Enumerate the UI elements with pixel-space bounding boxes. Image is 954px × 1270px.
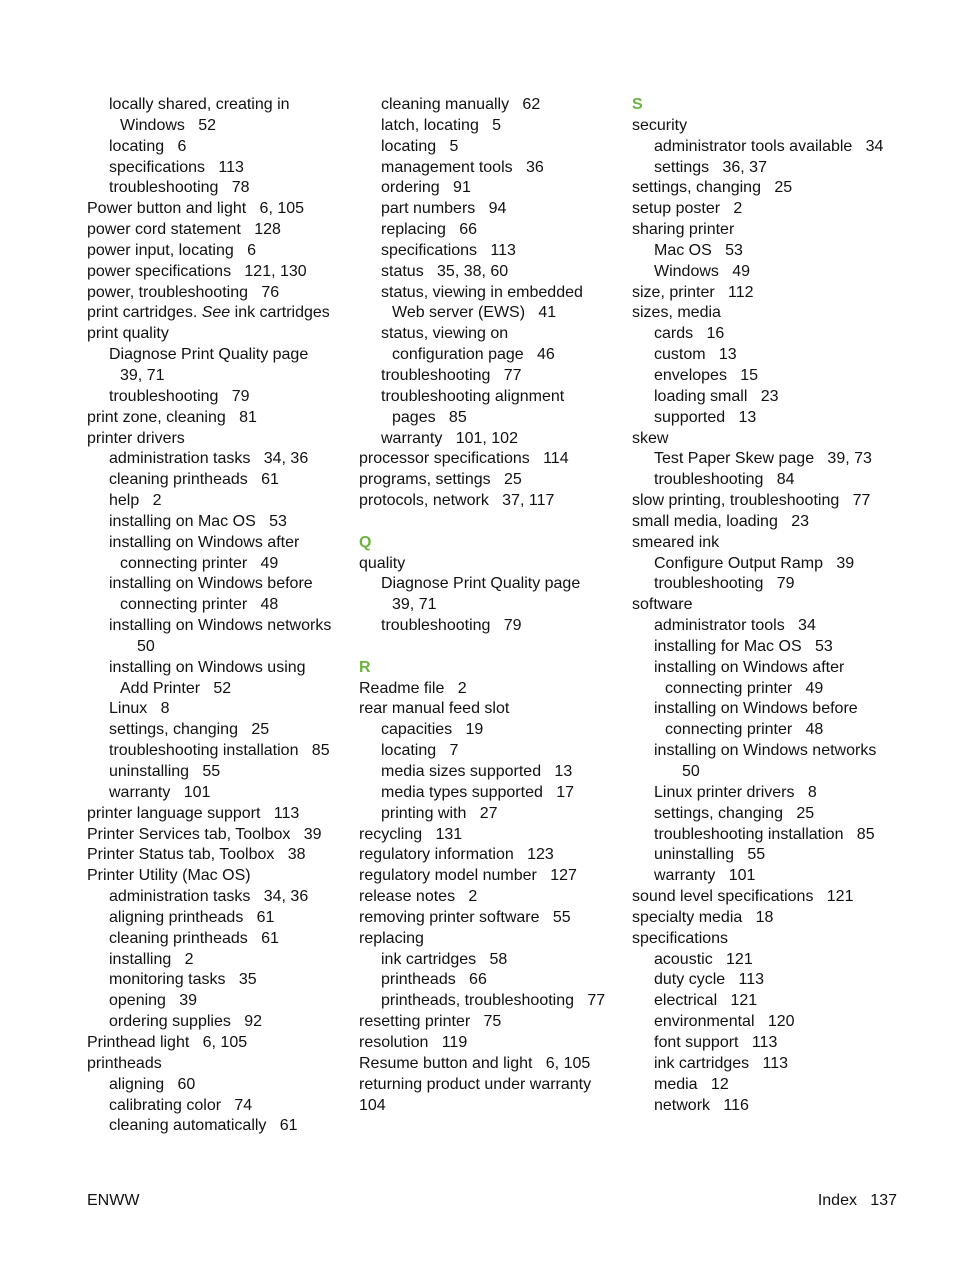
index-subentry: 50 xyxy=(137,637,155,655)
index-subentry: ordering supplies 92 xyxy=(109,1013,262,1031)
index-subentry: environmental 120 xyxy=(654,1013,795,1031)
index-subentry: status, viewing in embedded xyxy=(381,283,583,301)
section-letter: Q xyxy=(359,533,372,551)
index-entry: software xyxy=(632,596,693,614)
see-reference: See xyxy=(201,304,231,322)
index-subentry: supported 13 xyxy=(654,408,757,426)
index-subentry: media sizes supported 13 xyxy=(381,763,573,780)
index-entry: specifications xyxy=(632,929,729,947)
index-subentry: latch, locating 5 xyxy=(381,116,502,134)
index-subentry: 39, 71 xyxy=(392,596,437,614)
index-subentry: Linux printer drivers 8 xyxy=(654,783,817,801)
index-subentry: replacing 66 xyxy=(381,221,478,239)
index-subentry: management tools 36 xyxy=(381,158,544,176)
index-subentry: specifications 113 xyxy=(381,241,516,259)
index-subentry: Linux 8 xyxy=(109,700,170,718)
index-entry: rear manual feed slot xyxy=(359,700,510,718)
index-subentry: locating 5 xyxy=(381,137,459,155)
index-entry: power, troubleshooting 76 xyxy=(87,283,280,301)
index-entry: processor specifications 114 xyxy=(359,450,569,468)
index-subentry: media types supported 17 xyxy=(381,783,575,801)
index-subentry: connecting printer 48 xyxy=(665,721,824,739)
index-subentry: monitoring tasks 35 xyxy=(109,971,257,989)
index-subentry: cleaning printheads 61 xyxy=(109,929,279,947)
index-subentry: locating 7 xyxy=(381,742,459,760)
index-subentry: 39, 71 xyxy=(120,366,165,384)
index-entry: sharing printer xyxy=(632,221,735,239)
index-subentry: settings, changing 25 xyxy=(654,804,815,822)
index-subentry: Windows 52 xyxy=(120,116,217,134)
footer-left: ENWW xyxy=(87,1192,140,1209)
index-subentry: configuration page 46 xyxy=(392,346,555,364)
index-subentry: troubleshooting installation 85 xyxy=(654,825,875,843)
index-subentry: 50 xyxy=(682,763,700,780)
index-subentry: installing on Windows before xyxy=(654,700,858,718)
index-subentry: loading small 23 xyxy=(654,387,779,405)
index-subentry: network 116 xyxy=(654,1096,749,1114)
index-subentry: acoustic 121 xyxy=(654,950,753,968)
index-column-2 xyxy=(359,95,621,1116)
index-entry: programs, settings 25 xyxy=(359,471,522,489)
index-subentry: uninstalling 55 xyxy=(654,846,766,864)
index-entry: regulatory information 123 xyxy=(359,846,554,864)
index-subentry: settings, changing 25 xyxy=(109,721,270,739)
index-subentry: troubleshooting 77 xyxy=(381,366,522,384)
index-entry: slow printing, troubleshooting 77 xyxy=(632,492,871,510)
index-subentry: installing on Windows after xyxy=(109,533,300,551)
index-subentry: status, viewing on xyxy=(381,325,509,343)
index-entry: Readme file 2 xyxy=(359,679,467,697)
index-entry: protocols, network 37, 117 xyxy=(359,492,555,510)
index-subentry: administrator tools 34 xyxy=(654,617,816,635)
index-entry: returning product under warranty xyxy=(359,1075,592,1093)
index-subentry: Diagnose Print Quality page xyxy=(109,346,309,364)
index-subentry: aligning 60 xyxy=(109,1075,196,1093)
index-subentry: printing with 27 xyxy=(381,804,498,822)
index-subentry: warranty 101 xyxy=(654,867,756,885)
index-subentry: opening 39 xyxy=(109,992,198,1010)
index-subentry: installing on Mac OS 53 xyxy=(109,512,287,530)
index-entry: Power button and light 6, 105 xyxy=(87,200,305,218)
index-subentry: connecting printer 49 xyxy=(120,554,279,572)
index-subentry: envelopes 15 xyxy=(654,366,759,384)
index-subentry: administrator tools available 34 xyxy=(654,137,884,155)
index-subentry: ordering 91 xyxy=(381,179,471,197)
index-subentry: locally shared, creating in xyxy=(109,96,290,113)
index-subentry: Add Printer 52 xyxy=(120,679,232,697)
index-subentry: 104 xyxy=(359,1096,386,1114)
index-subentry: duty cycle 113 xyxy=(654,971,764,989)
index-entry: settings, changing 25 xyxy=(632,179,793,197)
see-target: ink cartridges xyxy=(234,304,330,322)
index-subentry: media 12 xyxy=(654,1075,729,1093)
index-entry: regulatory model number 127 xyxy=(359,867,577,885)
index-entry: replacing xyxy=(359,929,424,947)
index-subentry: electrical 121 xyxy=(654,992,758,1010)
index-entry: print zone, cleaning 81 xyxy=(87,408,257,426)
index-subentry: troubleshooting 79 xyxy=(381,617,522,635)
index-subentry: troubleshooting installation 85 xyxy=(109,742,330,760)
index-subentry: troubleshooting 79 xyxy=(109,387,250,405)
index-subentry: capacities 19 xyxy=(381,721,484,739)
index-subentry: custom 13 xyxy=(654,346,737,364)
index-entry: specialty media 18 xyxy=(632,908,774,926)
index-entry: setup poster 2 xyxy=(632,200,743,218)
index-subentry: status 35, 38, 60 xyxy=(381,262,509,280)
index-subentry: uninstalling 55 xyxy=(109,763,221,780)
footer-right: Index 137 xyxy=(817,1192,897,1209)
index-subentry: installing on Windows using xyxy=(109,658,306,676)
section-letter: S xyxy=(632,96,643,113)
index-entry: power input, locating 6 xyxy=(87,241,256,259)
index-subentry: Diagnose Print Quality page xyxy=(381,575,581,593)
index-subentry: warranty 101 xyxy=(109,783,211,801)
index-subentry: printheads 66 xyxy=(381,971,487,989)
index-entry: printer drivers xyxy=(87,429,185,447)
index-entry: Printer Status tab, Toolbox 38 xyxy=(87,846,306,864)
index-column-3 xyxy=(632,95,932,1116)
index-entry: sizes, media xyxy=(632,304,721,322)
index-subentry: troubleshooting 79 xyxy=(654,575,795,593)
index-subentry: installing on Windows before xyxy=(109,575,313,593)
index-entry: sound level specifications 121 xyxy=(632,888,854,906)
section-gap xyxy=(359,637,621,658)
index-entry: skew xyxy=(632,429,669,447)
index-subentry: installing on Windows after xyxy=(654,658,845,676)
index-entry: power specifications 121, 130 xyxy=(87,262,307,280)
entry-text: print cartridges. xyxy=(87,304,198,322)
index-entry: Printer Services tab, Toolbox 39 xyxy=(87,825,322,843)
index-entry: printer language support 113 xyxy=(87,804,300,822)
index-subentry: aligning printheads 61 xyxy=(109,908,275,926)
section-letter: R xyxy=(359,658,371,676)
index-subentry: troubleshooting alignment xyxy=(381,387,565,405)
index-subentry: Configure Output Ramp 39 xyxy=(654,554,855,572)
index-entry: smeared ink xyxy=(632,533,720,551)
index-entry: recycling 131 xyxy=(359,825,463,843)
index-subentry: Windows 49 xyxy=(654,262,751,280)
index-entry: Printhead light 6, 105 xyxy=(87,1033,248,1051)
index-subentry: Web server (EWS) 41 xyxy=(392,304,557,322)
index-entry: security xyxy=(632,116,688,134)
index-entry: printheads xyxy=(87,1054,162,1072)
index-subentry: Test Paper Skew page 39, 73 xyxy=(654,450,872,468)
index-subentry: installing on Windows networks xyxy=(109,617,332,635)
index-subentry: cleaning automatically 61 xyxy=(109,1117,298,1135)
index-subentry: font support 113 xyxy=(654,1033,778,1051)
index-subentry: cards 16 xyxy=(654,325,725,343)
index-subentry: installing on Windows networks xyxy=(654,742,877,760)
index-entry: print quality xyxy=(87,325,169,343)
index-subentry: help 2 xyxy=(109,492,162,510)
index-subentry: connecting printer 48 xyxy=(120,596,279,614)
index-subentry: installing for Mac OS 53 xyxy=(654,637,833,655)
index-subentry: printheads, troubleshooting 77 xyxy=(381,992,606,1010)
index-entry: resetting printer 75 xyxy=(359,1013,502,1031)
index-subentry: cleaning manually 62 xyxy=(381,96,541,113)
index-subentry: ink cartridges 113 xyxy=(654,1054,788,1072)
index-entry: resolution 119 xyxy=(359,1033,468,1051)
index-subentry: part numbers 94 xyxy=(381,200,507,218)
index-subentry: administration tasks 34, 36 xyxy=(109,450,309,468)
index-subentry: troubleshooting 78 xyxy=(109,179,250,197)
index-entry: quality xyxy=(359,554,406,572)
index-subentry: troubleshooting 84 xyxy=(654,471,795,489)
index-subentry: cleaning printheads 61 xyxy=(109,471,279,489)
index-subentry: warranty 101, 102 xyxy=(381,429,518,447)
index-subentry: specifications 113 xyxy=(109,158,244,176)
index-entry: small media, loading 23 xyxy=(632,512,809,530)
index-entry: power cord statement 128 xyxy=(87,221,281,239)
index-subentry: ink cartridges 58 xyxy=(381,950,508,968)
index-subentry: Mac OS 53 xyxy=(654,241,743,259)
index-column-1 xyxy=(87,95,349,1137)
section-gap xyxy=(359,512,621,533)
index-subentry: calibrating color 74 xyxy=(109,1096,253,1114)
index-subentry: administration tasks 34, 36 xyxy=(109,888,309,906)
index-subentry: pages 85 xyxy=(392,408,467,426)
index-entry xyxy=(87,303,349,324)
index-entry: Resume button and light 6, 105 xyxy=(359,1054,591,1072)
index-subentry: installing 2 xyxy=(109,950,194,968)
index-entry: removing printer software 55 xyxy=(359,908,571,926)
index-entry: release notes 2 xyxy=(359,888,478,906)
index-subentry: connecting printer 49 xyxy=(665,679,824,697)
index-entry: size, printer 112 xyxy=(632,283,754,301)
index-subentry: locating 6 xyxy=(109,137,187,155)
index-subentry: settings 36, 37 xyxy=(654,158,767,176)
index-entry: Printer Utility (Mac OS) xyxy=(87,867,251,885)
